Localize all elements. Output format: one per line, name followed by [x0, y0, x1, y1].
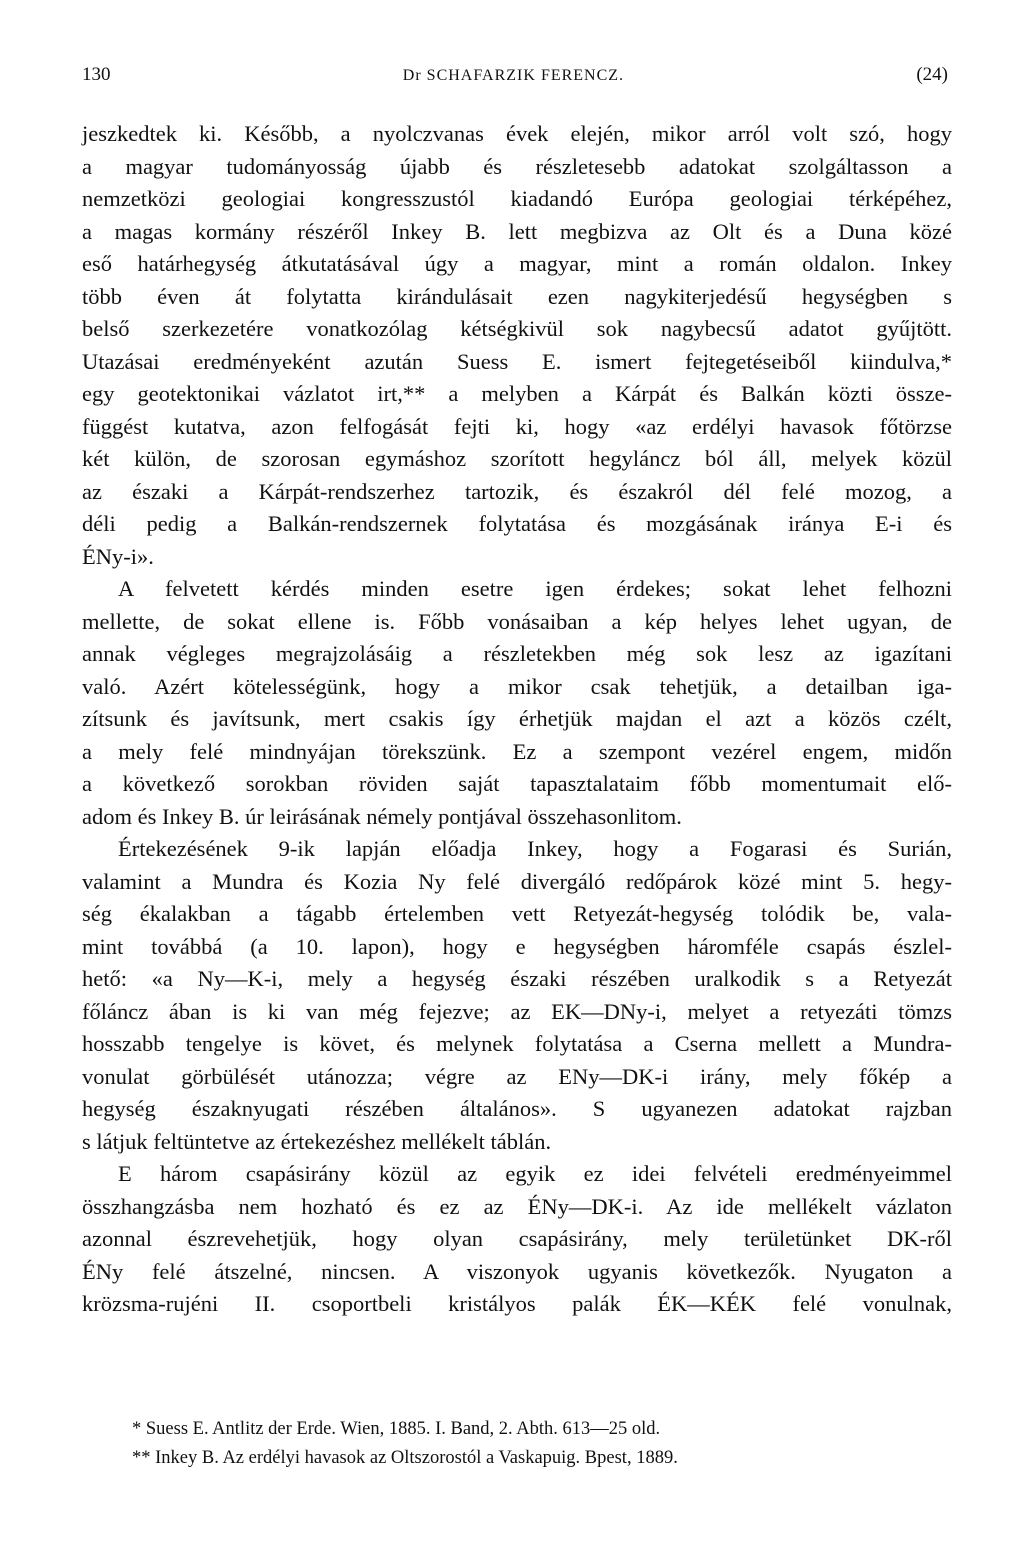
text-line: annak végleges megrajzolásáig a részletekben még sok lesz az igazítani — [82, 641, 952, 666]
text-line: a mely felé mindnyájan törekszünk. Ez a szempont vezérel engem, midőn — [82, 738, 952, 764]
text-line: eső határhegység átkutatásával úgy a magyar, mint a román oldalon. Inkey — [82, 251, 952, 276]
text-line: főláncz ában is ki van még fejezve; az EK—DNy-i, melyet a retyezáti tömzs — [82, 998, 952, 1024]
text-line: vonulat görbülését utánozza; végre az ENy—DK-i irány, mely főkép a — [82, 1063, 952, 1089]
text-line: több éven át folytatta kirándulásait ezen nagykiterjedésű hegységben s — [82, 283, 952, 309]
footnotes — [132, 1415, 932, 1473]
text-line: krözsma-rujéni II. csoportbeli kristályos palák ÉK—KÉK felé vonulnak, — [82, 1291, 952, 1316]
text-line: egy geotektonikai vázlatot irt,** a melyben a Kárpát és Balkán közti össze- — [82, 381, 952, 406]
text-line: belső szerkezetére vonatkozólag kétségkivül sok nagybecsű adatot gyűjtött. — [82, 316, 952, 341]
footnote: ** Inkey B. Az erdélyi havasok az Oltszorostól a Vaskapuig. Bpest, 1889. — [132, 1448, 678, 1468]
text-line: hegység északnyugati részében általános». S ugyanezen adatokat rajzban — [82, 1096, 952, 1121]
text-line: mellette, de sokat ellene is. Főbb vonásaiban a kép helyes lehet ugyan, de — [82, 608, 952, 634]
text-line: ÉNy-i». — [82, 543, 154, 569]
running-head-author: Dr SCHAFARZIK FERENCZ. — [402, 67, 625, 84]
footnote: * Suess E. Antlitz der Erde. Wien, 1885. I. Band, 2. Abth. 613—25 old. — [132, 1419, 661, 1439]
text-line: összhangzásba nem hozható és ez az ÉNy—DK-i. Az ide mellékelt vázlaton — [82, 1193, 952, 1219]
page-number: 130 — [82, 64, 111, 85]
text-line: nemzetközi geologiai kongresszustól kiadandó Európa geologiai térképéhez, — [82, 186, 952, 211]
text-line: a magas kormány részéről Inkey B. lett megbizva az Olt és a Duna közé — [82, 218, 952, 244]
text-line: az északi a Kárpát-rendszerhez tartozik, és északról dél felé mozog, a — [82, 478, 952, 504]
text-line: s látjuk feltüntetve az értekezéshez mellékelt táblán. — [82, 1128, 552, 1154]
text-line: két külön, de szorosan egymáshoz szorított hegyláncz ból áll, melyek közül — [82, 446, 952, 471]
text-line: azonnal észrevehetjük, hogy olyan csapásirány, mely területünket DK-ről — [82, 1226, 952, 1251]
text-line: mint továbbá (a 10. lapon), hogy e hegységben háromféle csapás észlel- — [82, 933, 952, 959]
text-line: ség ékalakban a tágabb értelemben vett Retyezát-hegység tolódik be, vala- — [82, 901, 952, 926]
text-line: déli pedig a Balkán-rendszernek folytatása és mozgásának iránya E-i és — [82, 511, 952, 536]
section-number: (24) — [916, 64, 948, 85]
body-text — [82, 118, 952, 1321]
text-line: a magyar tudományosság újabb és részletesebb adatokat szolgáltasson a — [82, 153, 952, 179]
text-line: zítsunk és javítsunk, mert csakis így érhetjük majdan el azt a közös czélt, — [82, 706, 952, 731]
text-line: jeszkedtek ki. Később, a nyolczvanas évek elején, mikor arról volt szó, hogy — [82, 121, 952, 146]
text-line: valamint a Mundra és Kozia Ny felé divergáló redőpárok közé mint 5. hegy- — [82, 868, 952, 894]
text-line: függést kutatva, azon felfogását fejti ki, hogy «az erdélyi havasok főtörzse — [82, 413, 952, 439]
text-line: A felvetett kérdés minden esetre igen érdekes; sokat lehet felhozni — [118, 576, 952, 601]
text-line: adom és Inkey B. úr leirásának némely pontjával összehasonlitom. — [82, 803, 682, 829]
text-line: hosszabb tengelye is követ, és melynek folytatása a Cserna mellett a Mundra- — [82, 1031, 952, 1056]
text-line: való. Azért kötelességünk, hogy a mikor csak tehetjük, a detailban iga- — [82, 673, 952, 699]
text-line: ÉNy felé átszelné, nincsen. A viszonyok ugyanis következők. Nyugaton a — [82, 1258, 952, 1284]
text-line: Értekezésének 9-ik lapján előadja Inkey, hogy a Fogarasi és Surián, — [118, 836, 952, 861]
text-line: E három csapásirány közül az egyik ez idei felvételi eredményeimmel — [118, 1161, 952, 1186]
running-head — [82, 64, 948, 86]
text-line: hető: «a Ny—K-i, mely a hegység északi részében uralkodik s a Retyezát — [82, 966, 952, 991]
text-line: Utazásai eredményeként azután Suess E. ismert fejtegetéseiből kiindulva,* — [82, 348, 952, 374]
text-line: a következő sorokban röviden saját tapasztalataim főbb momentumait elő- — [82, 771, 952, 796]
